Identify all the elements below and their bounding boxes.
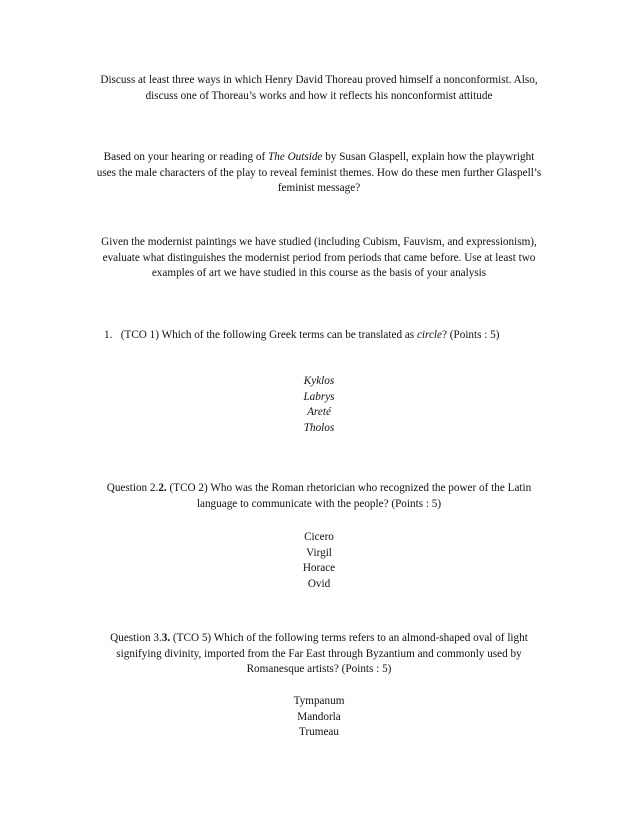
answer-option[interactable]: Mandorla	[297, 710, 341, 723]
essay-prompt-modernism	[70, 235, 568, 282]
answer-option[interactable]: Tympanum	[293, 695, 345, 707]
answer-option[interactable]: Virgil	[306, 546, 332, 559]
question-text: (TCO 2) Who was the Roman rhetorician who recognized the power of the Latin	[166, 482, 532, 494]
answer-option[interactable]: Kyklos	[303, 375, 335, 387]
essay-prompt-line: uses the male characters of the play to reveal feminist themes. How do these men further Glaspell’s	[96, 166, 542, 179]
answer-option[interactable]: Trumeau	[299, 726, 339, 738]
question-line: Romanesque artists? (Points : 5)	[246, 663, 392, 675]
essay-prompt-glaspell	[70, 150, 568, 197]
essay-prompt-thoreau	[70, 73, 568, 104]
answer-option[interactable]: Ovid	[307, 577, 331, 590]
question-line: language to communicate with the people? (Points : 5)	[196, 497, 442, 510]
essay-prompt-line: examples of art we have studied in this course as the basis of your analysis	[151, 267, 487, 279]
question-term: circle	[416, 329, 443, 341]
essay-prompt-line: Given the modernist paintings we have studied (including Cubism, Fauvism, and expressionism),	[101, 236, 537, 248]
question-line: signifying divinity, imported from the Far East through Byzantium and commonly used by	[116, 647, 522, 660]
question-3	[70, 631, 568, 678]
question-2	[70, 481, 568, 512]
essay-prompt-line: Discuss at least three ways in which Henry David Thoreau proved himself a nonconformist. Also,	[100, 74, 538, 86]
answer-option[interactable]: Horace	[302, 562, 336, 574]
question-3-options	[70, 694, 568, 741]
essay-prompt-line: evaluate what distinguishes the modernist period from periods that came before. Use at least two	[102, 251, 536, 264]
question-prefix: Question 3.	[110, 632, 162, 644]
question-1-options	[70, 374, 568, 436]
question-text: (TCO 1) Which of the following Greek terms can be translated as	[120, 329, 417, 341]
essay-prompt-line: discuss one of Thoreau’s works and how it reflects his nonconformist attitude	[145, 89, 493, 102]
question-text: (TCO 5) Which of the following terms refers to an almond-shaped oval of light	[170, 632, 528, 644]
question-1	[104, 328, 584, 344]
answer-option[interactable]: Labrys	[303, 390, 335, 403]
play-title: The Outside	[268, 151, 323, 163]
question-number: 2.	[158, 482, 167, 494]
question-line	[70, 631, 568, 647]
question-prefix: Question 2.	[106, 482, 159, 494]
answer-option[interactable]: Tholos	[303, 421, 335, 434]
essay-prompt-line	[70, 150, 568, 166]
essay-text: Based on your hearing or reading of	[103, 151, 269, 163]
question-number: 1.	[104, 329, 113, 341]
question-text: ? (Points : 5)	[442, 329, 500, 341]
question-line	[70, 481, 568, 497]
question-2-options	[70, 530, 568, 592]
essay-text: by Susan Glaspell, explain how the playwright	[322, 151, 535, 163]
answer-option[interactable]: Cicero	[304, 531, 334, 543]
answer-option[interactable]: Areté	[307, 406, 331, 418]
question-number: 3.	[161, 632, 171, 644]
essay-prompt-line: feminist message?	[277, 182, 361, 194]
